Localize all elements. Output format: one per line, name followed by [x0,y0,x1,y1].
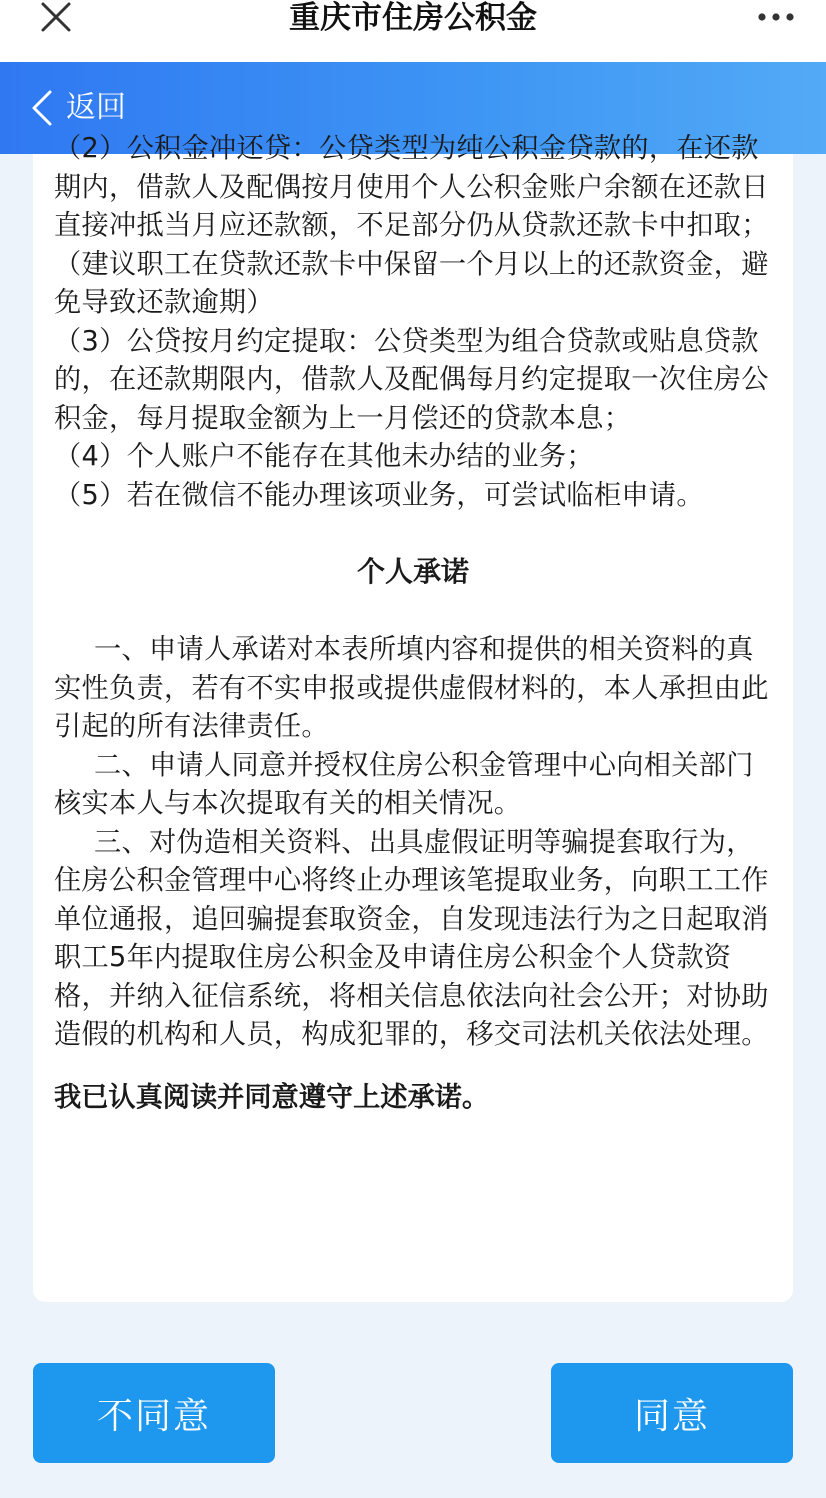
back-label: 返回 [66,90,126,125]
condition-item-3: （3）公贷按月约定提取：公贷类型为组合贷款或贴息贷款的，在还款期限内，借款人及配偶每月约定提取一次住房公积金，每月提取金额为上一月偿还的贷款本息； [54,325,769,434]
terms-scroll-content [54,130,772,1117]
condition-item-5: （5）若在微信不能办理该项业务，可尝试临柜申请。 [54,479,704,511]
agree-statement: 我已认真阅读并同意遵守上述承诺。 [54,1081,490,1113]
more-icon[interactable] [754,6,798,28]
disagree-button[interactable]: 不同意 [33,1363,275,1463]
promise-item-3: 三、对伪造相关资料、出具虚假证明等骗提套取行为，住房公积金管理中心将终止办理该笔提取业务，向职工工作单位通报，追回骗提套取资金，自发现违法行为之日起取消职工5年内提取住房公积金及申请住房公积金个人贷款资格，并纳入征信系统，将相关信息依法向社会公开；对协助造假的机构和人员，构成犯罪的，移交司法机关依法处理。 [54,826,769,1050]
condition-item-4: （4）个人账户不能存在其他未办结的业务； [54,441,594,472]
terms-card[interactable] [33,133,793,1302]
agree-button[interactable]: 同意 [551,1363,793,1463]
condition-item-2: （2）公积金冲还贷：公贷类型为纯公积金贷款的，在还款期内，借款人及配偶按月使用个人公积金账户余额在还款日直接冲抵当月应还款额，不足部分仍从贷款还款卡中扣取；（建议职工在贷款还款卡中保留一个月以上的还款资金，避免导致还款逾期） [54,133,769,318]
title-bar [0,0,826,62]
promise-title: 个人承诺 [356,555,469,588]
app-title: 重庆市住房公积金 [289,0,537,36]
back-button[interactable] [28,84,126,132]
promise-item-1: 一、申请人承诺对本表所填内容和提供的相关资料的真实性负责，若有不实申报或提供虚假材料的，本人承担由此引起的所有法律责任。 [54,634,769,742]
promise-item-2: 二、申请人同意并授权住房公积金管理中心向相关部门核实本人与本次提取有关的相关情况。 [54,749,754,819]
chevron-left-icon [28,88,56,128]
